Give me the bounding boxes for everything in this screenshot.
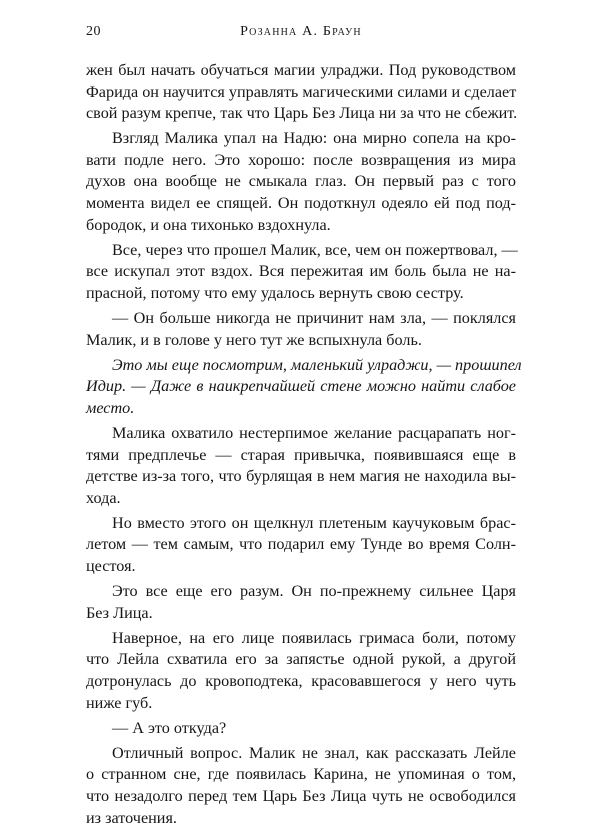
text-line: что незадолго перед тем Царь Без Лица чуть не освободился <box>86 787 516 805</box>
page-number: 20 <box>86 24 101 39</box>
body-text <box>86 60 522 833</box>
running-head <box>86 24 516 44</box>
paragraph <box>86 240 516 305</box>
text-line: Отличный вопрос. Малик не знал, как рассказать Лейле <box>112 743 516 762</box>
text-line: тями предплечье — старая привычка, появившаяся еще в <box>86 445 516 464</box>
text-line: момента видел ее спящей. Он подоткнул одеяло ей под под- <box>86 194 516 213</box>
paragraph <box>86 743 516 829</box>
paragraph <box>86 581 516 624</box>
text-line: Это мы еще посмотрим, маленький улраджи, — прошипел <box>112 355 522 374</box>
text-line: ниже губ. <box>86 693 153 712</box>
text-line: летом — тем самым, что подарил ему Тунде во время Солн- <box>86 535 516 554</box>
text-line: вати подле него. Это хорошо: после возвращения из мира <box>86 150 516 169</box>
text-line: Все, через что прошел Малик, все, чем он пожертвовал, — <box>112 240 518 259</box>
text-line: место. <box>86 398 135 417</box>
text-line: что Лейла схватила его за запястье одной рукой, а другой <box>86 650 516 669</box>
text-line: жен был начать обучаться магии улраджи. Под руководством <box>86 61 516 79</box>
text-line: Малик, и в голове у него тут же вспыхнула боль. <box>86 330 422 349</box>
text-line: детстве из-за того, что бурлящая в нем магия не находила вы- <box>86 467 516 486</box>
text-line: Взгляд Малика упал на Надю: она мирно сопела на кро- <box>112 129 516 148</box>
paragraph <box>86 60 516 125</box>
text-line: свой разум крепче, так что Царь Без Лица ни за что не сбежит. <box>86 104 518 123</box>
paragraph <box>86 423 516 509</box>
italic-paragraph <box>86 355 522 420</box>
text-line: Фарида он научится управлять магическими силами и сделает <box>86 82 517 101</box>
text-line: духов она вообще не смыкала глаз. Он первый раз с того <box>86 172 516 191</box>
paragraph <box>86 513 516 578</box>
text-line: бородок, и она тихонько вздохнула. <box>86 215 331 234</box>
paragraph <box>86 718 516 740</box>
text-line: — А это откуда? <box>112 718 227 737</box>
text-line: все искупал этот вздох. Вся пережитая им боль была не на- <box>86 262 516 281</box>
text-line: Без Лица. <box>86 603 153 622</box>
text-line: Наверное, на его лице появилась гримаса боли, потому <box>112 628 516 647</box>
text-line: прасной, потому что ему удалось вернуть свою сестру. <box>86 283 464 302</box>
text-line: из заточения. <box>86 808 177 827</box>
author-header: Розанна А. Браун <box>240 24 362 39</box>
text-line: хода. <box>86 488 121 507</box>
paragraph <box>86 128 516 236</box>
paragraph <box>86 628 516 714</box>
text-line: цестоя. <box>86 557 136 576</box>
text-line: Но вместо этого он щелкнул плетеным каучуковым брас- <box>112 513 516 532</box>
text-line: Малика охватило нестерпимое желание расцарапать ног- <box>112 424 516 442</box>
text-line: Это все еще его разум. Он по-прежнему сильнее Царя <box>112 582 516 601</box>
text-line: о странном сне, где появилась Карина, не упоминая о том, <box>86 765 516 784</box>
text-line: дотронулась до кровоподтека, красовавшегося у него чуть <box>86 672 516 691</box>
paragraph <box>86 308 516 351</box>
text-line: — Он больше никогда не причинит нам зла, — поклялся <box>112 309 516 328</box>
text-line: Идир. — Даже в наикрепчайшей стене можно найти слабое <box>86 377 516 396</box>
